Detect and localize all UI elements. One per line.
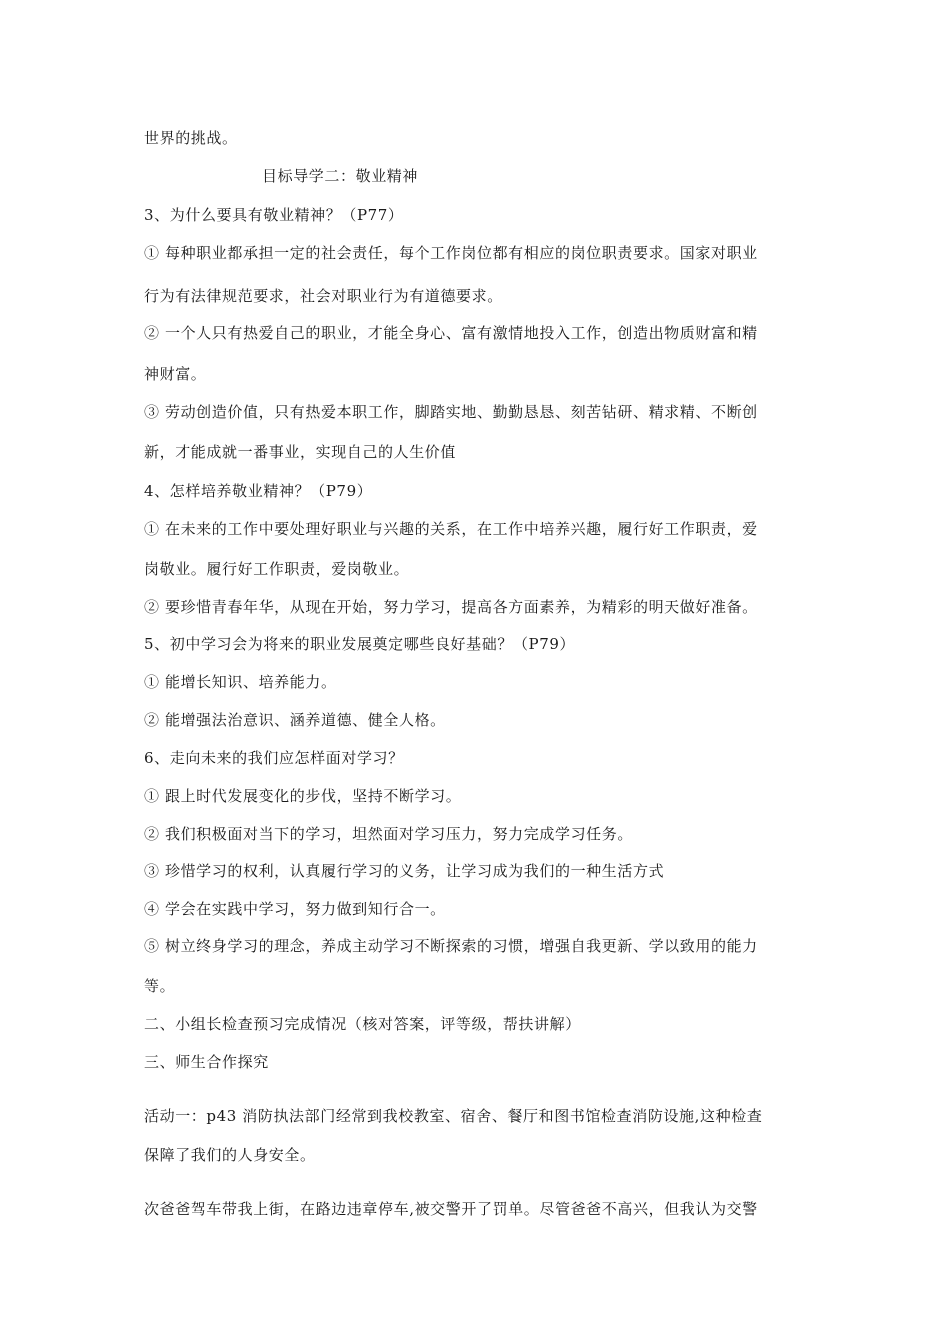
text-line: ② 能增强法治意识、涵养道德、健全人格。 — [144, 711, 446, 729]
text-line: ⑤ 树立终身学习的理念，养成主动学习不断探索的习惯，增强自我更新、学以致用的能力 — [144, 937, 758, 955]
section-heading: 三、师生合作探究 — [144, 1053, 269, 1071]
question-heading: 4、怎样培养敬业精神？（P79） — [144, 482, 373, 500]
text-line: ③ 珍惜学习的权利，认真履行学习的义务，让学习成为我们的一种生活方式 — [144, 862, 665, 880]
text-line: 岗敬业。履行好工作职责，爱岗敬业。 — [144, 560, 410, 578]
text-line: 新，才能成就一番事业，实现自己的人生价值 — [144, 443, 457, 461]
question-heading: 3、为什么要具有敬业精神？（P77） — [144, 206, 404, 224]
text-line: 等。 — [144, 977, 176, 995]
text-line: 保障了我们的人身安全。 — [144, 1146, 316, 1164]
text-line: ① 在未来的工作中要处理好职业与兴趣的关系，在工作中培养兴趣，履行好工作职责，爱 — [144, 520, 758, 538]
text-line: 行为有法律规范要求，社会对职业行为有道德要求。 — [144, 287, 503, 305]
text-line: ② 要珍惜青春年华，从现在开始，努力学习，提高各方面素养，为精彩的明天做好准备。 — [144, 598, 758, 616]
text-line: ① 能增长知识、培养能力。 — [144, 673, 337, 691]
text-line: ① 跟上时代发展变化的步伐，坚持不断学习。 — [144, 787, 462, 805]
section-heading: 二、小组长检查预习完成情况（核对答案，评等级，帮扶讲解） — [144, 1015, 581, 1033]
text-line: ② 一个人只有热爱自己的职业，才能全身心、富有激情地投入工作，创造出物质财富和精 — [144, 324, 758, 342]
text-line: ④ 学会在实践中学习，努力做到知行合一。 — [144, 900, 446, 918]
section-heading: 目标导学二：敬业精神 — [262, 167, 419, 185]
text-line: 世界的挑战。 — [144, 129, 238, 147]
question-heading: 5、初中学习会为将来的职业发展奠定哪些良好基础？（P79） — [144, 635, 576, 653]
text-line: 次爸爸驾车带我上街，在路边违章停车,被交警开了罚单。尽管爸爸不高兴，但我认为交警 — [144, 1200, 758, 1218]
text-line: 神财富。 — [144, 365, 207, 383]
text-line: 活动一：p43 消防执法部门经常到我校教室、宿舍、餐厅和图书馆检查消防设施,这种检查 — [144, 1107, 763, 1125]
text-line: ③ 劳动创造价值，只有热爱本职工作，脚踏实地、勤勤恳恳、刻苦钻研、精求精、不断创 — [144, 403, 758, 421]
question-heading: 6、走向未来的我们应怎样面对学习？ — [144, 749, 404, 767]
text-line: ① 每种职业都承担一定的社会责任，每个工作岗位都有相应的岗位职责要求。国家对职业 — [144, 244, 758, 262]
text-line: ② 我们积极面对当下的学习，坦然面对学习压力，努力完成学习任务。 — [144, 825, 633, 843]
